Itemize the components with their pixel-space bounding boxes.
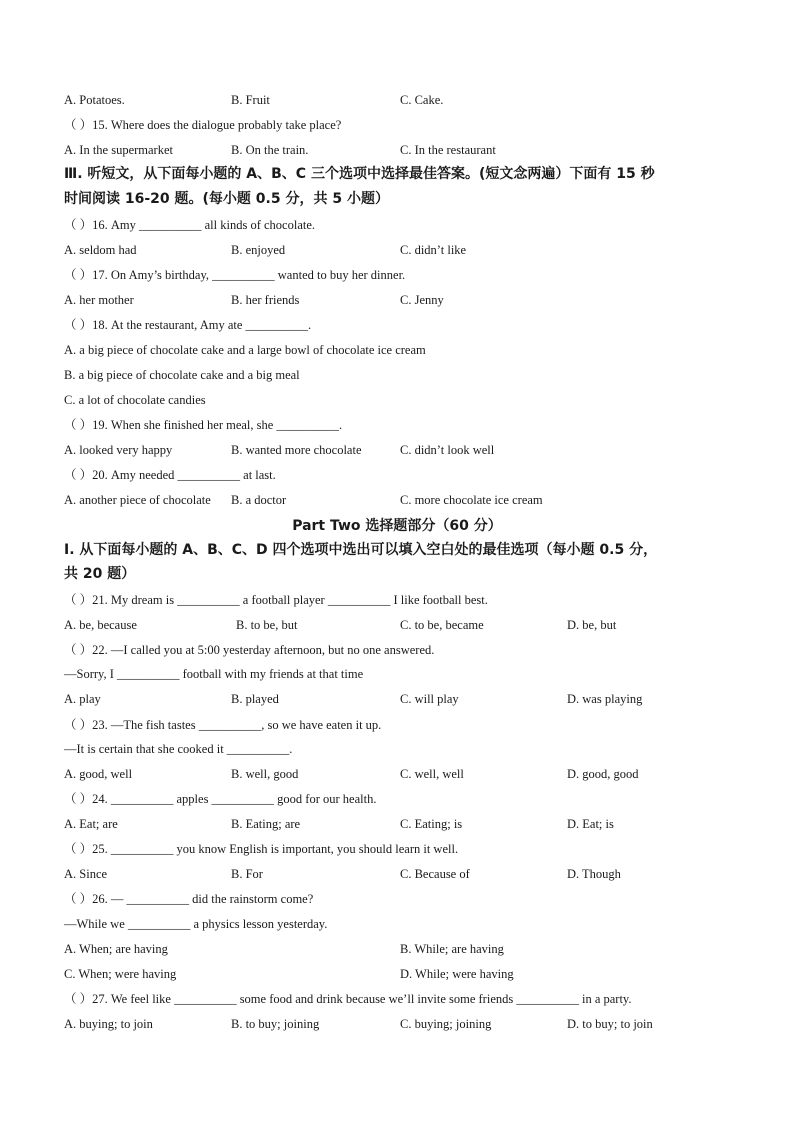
- q23-option-d: D. good, good: [567, 767, 639, 781]
- question-23: （ ）23. —The fish tastes __________, so we have eaten it up.: [64, 718, 382, 732]
- q22-option-d: D. was playing: [567, 692, 643, 706]
- q16-option-c: C. didn’t like: [400, 243, 467, 257]
- q27-option-c: C. buying; joining: [400, 1017, 492, 1031]
- q27-option-a: A. buying; to join: [64, 1017, 153, 1031]
- q17-option-a: A. her mother: [64, 293, 134, 307]
- question-18: （ ）18. At the restaurant, Amy ate __________.: [64, 318, 312, 332]
- q21-option-c: C. to be, became: [400, 618, 484, 632]
- q27-option-d: D. to buy; to join: [567, 1017, 653, 1031]
- q25-option-a: A. Since: [64, 867, 108, 881]
- q21-option-b: B. to be, but: [236, 618, 298, 632]
- q22-option-c: C. will play: [400, 692, 459, 706]
- question-23-reply: —It is certain that she cooked it __________.: [64, 742, 293, 756]
- q21-option-a: A. be, because: [64, 618, 137, 632]
- q21-option-d: D. be, but: [567, 618, 617, 632]
- question-25: （ ）25. __________ you know English is important, you should learn it well.: [64, 842, 459, 856]
- question-22-reply: —Sorry, I __________ football with my friends at that time: [64, 667, 364, 681]
- q19-option-b: B. wanted more chocolate: [231, 443, 362, 457]
- q23-option-b: B. well, good: [231, 767, 299, 781]
- question-17: （ ）17. On Amy’s birthday, __________ wanted to buy her dinner.: [64, 268, 406, 282]
- question-24: （ ）24. __________ apples __________ good for our health.: [64, 792, 377, 806]
- question-26: （ ）26. — __________ did the rainstorm come?: [64, 892, 314, 906]
- q23-option-a: A. good, well: [64, 767, 133, 781]
- q19-option-a: A. looked very happy: [64, 443, 173, 457]
- q26-option-a: A. When; are having: [64, 942, 168, 956]
- q15-option-c: C. In the restaurant: [400, 143, 496, 157]
- q20-option-a: A. another piece of chocolate: [64, 493, 211, 507]
- q19-option-c: C. didn’t look well: [400, 443, 495, 457]
- question-19: （ ）19. When she finished her meal, she __________.: [64, 418, 343, 432]
- question-16: （ ）16. Amy __________ all kinds of chocolate.: [64, 218, 316, 232]
- q27-option-b: B. to buy; joining: [231, 1017, 320, 1031]
- question-20: （ ）20. Amy needed __________ at last.: [64, 468, 276, 482]
- question-22: （ ）22. —I called you at 5:00 yesterday afternoon, but no one answered.: [64, 643, 435, 657]
- q16-option-a: A. seldom had: [64, 243, 137, 257]
- q24-option-b: B. Eating; are: [231, 817, 301, 831]
- q24-option-c: C. Eating; is: [400, 817, 463, 831]
- q18-option-b: B. a big piece of chocolate cake and a big meal: [64, 368, 300, 382]
- q26-option-c: C. When; were having: [64, 967, 177, 981]
- section-3-heading-line1: Ⅲ. 听短文，从下面每小题的 A、B、C 三个选项中选择最佳答案。(短文念两遍）下面有 15 秒: [64, 166, 655, 182]
- q22-option-b: B. played: [231, 692, 279, 706]
- q14-option-c: C. Cake.: [400, 93, 444, 107]
- question-26-reply: —While we __________ a physics lesson yesterday.: [64, 917, 328, 931]
- q15-option-a: A. In the supermarket: [64, 143, 173, 157]
- q26-option-b: B. While; are having: [400, 942, 504, 956]
- section-1-heading-line2: 共 20 题）: [64, 566, 136, 582]
- q25-option-d: D. Though: [567, 867, 621, 881]
- q20-option-b: B. a doctor: [231, 493, 287, 507]
- section-1-heading-line1: Ⅰ. 从下面每小题的 A、B、C、D 四个选项中选出可以填入空白处的最佳选项（每小题 0.5 分，: [64, 542, 658, 558]
- q26-option-d: D. While; were having: [400, 967, 514, 981]
- q20-option-c: C. more chocolate ice cream: [400, 493, 543, 507]
- question-21: （ ）21. My dream is __________ a football player __________ I like football best.: [64, 593, 488, 607]
- q14-option-b: B. Fruit: [231, 93, 270, 107]
- q18-option-c: C. a lot of chocolate candies: [64, 393, 206, 407]
- q25-option-c: C. Because of: [400, 867, 470, 881]
- q25-option-b: B. For: [231, 867, 263, 881]
- q16-option-b: B. enjoyed: [231, 243, 286, 257]
- q18-option-a: A. a big piece of chocolate cake and a large bowl of chocolate ice cream: [64, 343, 426, 357]
- q22-option-a: A. play: [64, 692, 101, 706]
- q17-option-b: B. her friends: [231, 293, 300, 307]
- question-27: （ ）27. We feel like __________ some food and drink because we’ll invite some friends __________ in a party.: [64, 992, 632, 1006]
- part-two-title: Part Two 选择题部分（60 分）: [292, 518, 502, 534]
- q17-option-c: C. Jenny: [400, 293, 444, 307]
- q15-option-b: B. On the train.: [231, 143, 309, 157]
- q24-option-a: A. Eat; are: [64, 817, 118, 831]
- q14-option-a: A. Potatoes.: [64, 93, 125, 107]
- section-3-heading-line2: 时间阅读 16-20 题。(每小题 0.5 分，共 5 小题）: [64, 191, 389, 207]
- question-15: （ ）15. Where does the dialogue probably take place?: [64, 118, 342, 132]
- q23-option-c: C. well, well: [400, 767, 464, 781]
- q24-option-d: D. Eat; is: [567, 817, 614, 831]
